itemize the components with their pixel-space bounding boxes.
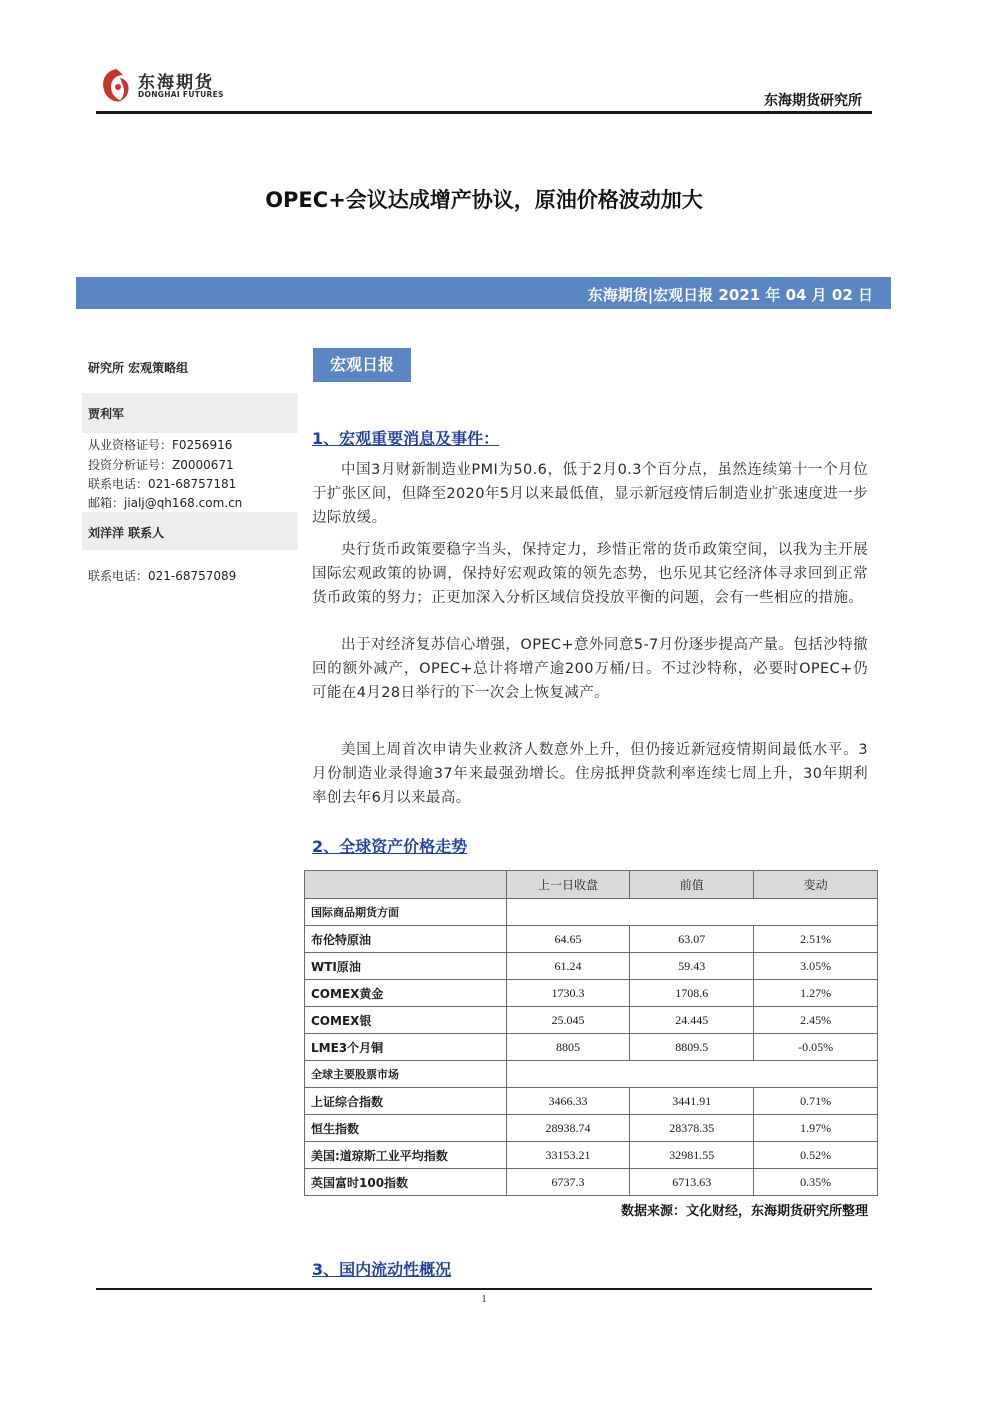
author1-email: 邮箱：jialj@qh168.com.cn [88,496,243,510]
section-heading-macro-news: 1、宏观重要消息及事件： [312,429,500,448]
table-cell-last-close: 28938.74 [506,1115,630,1142]
dragon-logo-icon [98,66,134,106]
section-heading-liquidity: 3、国内流动性概况 [312,1260,452,1279]
header-change: 变动 [754,871,878,899]
table-cell-asset-name: 英国富时100指数 [305,1169,507,1196]
table-cell-change: 1.97% [754,1115,878,1142]
table-cell-asset-name: COMEX银 [305,1007,507,1034]
author1-phone: 联系电话：021-68757181 [88,477,237,491]
table-cell-previous: 8809.5 [630,1034,754,1061]
table-cell-previous: 6713.63 [630,1169,754,1196]
header-divider [96,111,872,114]
paragraph-pmi: 中国3月财新制造业PMI为50.6，低于2月0.3个百分点，虽然连续第十一个月位于扩张区间，但降至2020年5月以来最低值，显示新冠疫情后制造业扩张速度进一步边际放缓。 [312,462,868,526]
table-category-empty-cell [506,899,877,926]
table-cell-last-close: 6737.3 [506,1169,630,1196]
table-cell-last-close: 33153.21 [506,1142,630,1169]
table-row [305,980,878,1007]
logo-english-name: DONGHAI FUTURES [138,90,224,99]
table-cell-last-close: 1730.3 [506,980,630,1007]
table-cell-asset-name: COMEX黄金 [305,980,507,1007]
table-cell-previous: 63.07 [630,926,754,953]
logo-chinese-name: 东海期货 [138,73,214,93]
footer-divider [96,1288,872,1290]
table-category-row [305,899,878,926]
table-body [305,899,878,1196]
table-row [305,1007,878,1034]
table-row [305,1034,878,1061]
company-logo [98,66,230,108]
table-cell-asset-name: 美国:道琼斯工业平均指数 [305,1142,507,1169]
paragraph-opec: 出于对经济复苏信心增强，OPEC+意外同意5-7月份逐步提高产量。包括沙特撤回的额外减产，OPEC+总计将增产逾200万桶/日。不过沙特称，必要时OPEC+仍可能在4月28日举行的下一次会上恢复减产。 [312,637,868,701]
table-cell-change: -0.05% [754,1034,878,1061]
header-previous: 前值 [630,871,754,899]
table-category-empty-cell [506,1061,877,1088]
author2-name: 刘洋洋 联系人 [88,526,165,540]
report-date-text: 东海期货|宏观日报 2021 年 04 月 02 日 [587,286,873,304]
table-cell-change: 0.35% [754,1169,878,1196]
asset-price-table [304,870,878,1196]
paragraph-us-economy: 美国上周首次申请失业救济人数意外上升，但仍接近新冠疫情期间最低水平。3月份制造业录得逾37年来最强劲增长。住房抵押贷款利率连续七周上升，30年期利率创去年6月以来最高。 [312,742,868,806]
table-cell-last-close: 8805 [506,1034,630,1061]
table-cell-last-close: 25.045 [506,1007,630,1034]
section-heading-asset-prices: 2、全球资产价格走势 [312,837,468,856]
table-cell-change: 3.05% [754,953,878,980]
table-cell-change: 2.51% [754,926,878,953]
author2-phone: 联系电话：021-68757089 [88,569,237,583]
table-cell-previous: 24.445 [630,1007,754,1034]
table-cell-previous: 3441.91 [630,1088,754,1115]
table-cell-previous: 59.43 [630,953,754,980]
table-cell-change: 0.52% [754,1142,878,1169]
table-cell-asset-name: 布伦特原油 [305,926,507,953]
document-title: OPEC+会议达成增产协议，原油价格波动加大 [265,188,703,212]
table-row [305,1142,878,1169]
author1-qualification-number: 从业资格证号：F0256916 [88,438,233,452]
table-row [305,1169,878,1196]
table-category-row [305,1061,878,1088]
table-category-label: 全球主要股票市场 [305,1061,507,1088]
table-row [305,1088,878,1115]
report-date-band [76,277,891,309]
table-cell-change: 1.27% [754,980,878,1007]
table-cell-asset-name: 恒生指数 [305,1115,507,1142]
table-cell-change: 0.71% [754,1088,878,1115]
data-source-note: 数据来源：文化财经，东海期货研究所整理 [620,1204,868,1219]
table-cell-asset-name: 上证综合指数 [305,1088,507,1115]
table-header-row [305,871,878,899]
header-organization: 东海期货研究所 [764,93,862,109]
table-row [305,1115,878,1142]
table-category-label: 国际商品期货方面 [305,899,507,926]
sidebar-department: 研究所 宏观策略组 [88,361,189,375]
table-cell-previous: 32981.55 [630,1142,754,1169]
table-cell-previous: 1708.6 [630,980,754,1007]
table-cell-asset-name: LME3个月铜 [305,1034,507,1061]
table-cell-previous: 28378.35 [630,1115,754,1142]
table-cell-change: 2.45% [754,1007,878,1034]
table-row [305,926,878,953]
table-cell-last-close: 64.65 [506,926,630,953]
table-cell-asset-name: WTI原油 [305,953,507,980]
author1-name: 贾利军 [88,407,125,421]
header-last-close: 上一日收盘 [506,871,630,899]
author1-analyst-number: 投资分析证号：Z0000671 [88,458,234,472]
table-cell-last-close: 3466.33 [506,1088,630,1115]
report-type-tag: 宏观日报 [313,348,411,382]
page-number: 1 [481,1293,487,1305]
header-blank-cell [305,871,507,899]
table-row [305,953,878,980]
table-cell-last-close: 61.24 [506,953,630,980]
paragraph-monetary-policy: 央行货币政策要稳字当头，保持定力，珍惜正常的货币政策空间，以我为主开展国际宏观政策的协调，保持好宏观政策的领先态势，也乐见其它经济体寻求回到正常货币政策的努力；正更加深入分析区域信贷投放平衡的问题，会有一些相应的措施。 [312,542,868,606]
